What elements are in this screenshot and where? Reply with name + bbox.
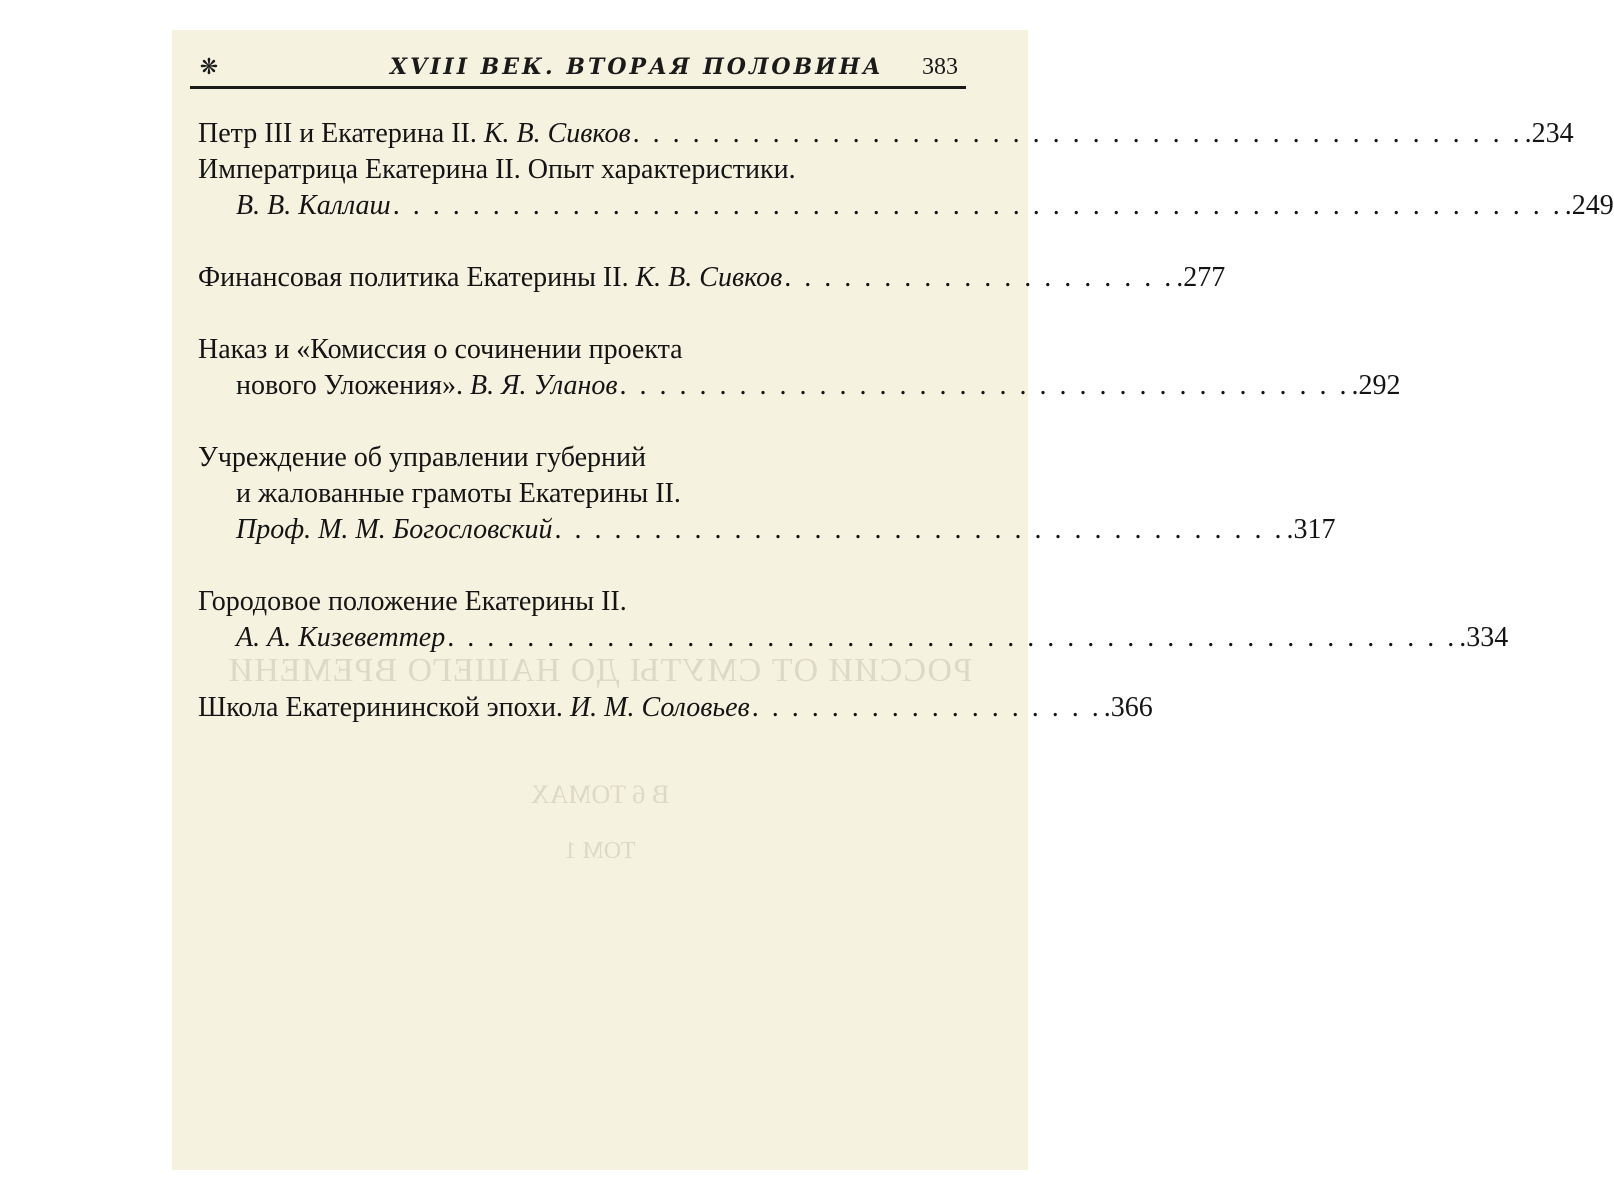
toc-entry xyxy=(198,116,1574,152)
running-header xyxy=(190,52,966,86)
toc-page-number: .317 xyxy=(1286,514,1336,545)
toc-page-number: .249 xyxy=(1564,190,1614,221)
leader-dots: . . . . . . . . . . . . . . . . . . . . . . . . . . . . . . . . . . . . . . . . . . . . . . . . . . . xyxy=(447,622,1458,653)
toc-author: В. В. Каллаш xyxy=(236,190,391,221)
leader-dots: . . . . . . . . . . . . . . . . . . . . xyxy=(784,262,1175,293)
toc-author: К. В. Сивков xyxy=(635,262,783,293)
toc-title: Финансовая политика Екатерины II. xyxy=(198,262,629,293)
toc-author: К. В. Сивков xyxy=(483,118,631,149)
toc-entry xyxy=(236,188,1614,224)
leader-dots: . . . . . . . . . . . . . . . . . . . . . . . . . . . . . . . . . . . . . . . . . . . . . xyxy=(632,118,1523,149)
toc-page-number: .292 xyxy=(1351,370,1401,401)
leader-dots: . . . . . . . . . . . . . . . . . . . . . . . . . . . . . . . . . . . . . . . . . . . . . . . . . . . . . . . . . . . xyxy=(392,190,1563,221)
toc-page-number: .234 xyxy=(1524,118,1574,149)
toc-entry xyxy=(236,620,1509,656)
toc-title: Школа Екатерининской эпохи. xyxy=(198,692,563,723)
page-number: 383 xyxy=(922,54,958,80)
toc-author: А. А. Кизеветтер xyxy=(236,622,446,653)
toc-title: Учреждение об управлении губерний xyxy=(198,442,646,473)
book-page xyxy=(172,30,1614,1170)
show-through-line: РОССИИ ОТ СМУТЫ ДО НАШЕГО ВРЕМЕНИ xyxy=(227,652,973,689)
toc-author: Проф. М. М. Богословский xyxy=(236,514,553,545)
toc-title-continued: и жалованные грамоты Екатерины II. xyxy=(236,478,681,509)
header-rule xyxy=(190,86,966,89)
running-title: XVIII ВЕК. ВТОРАЯ ПОЛОВИНА xyxy=(390,54,884,80)
toc-entry xyxy=(236,368,1401,404)
toc-title-continued: нового Уложения». xyxy=(236,370,463,401)
leader-dots: . . . . . . . . . . . . . . . . . . . . . . . . . . . . . . . . . . . . . xyxy=(619,370,1350,401)
toc-title: Петр III и Екатерина II. xyxy=(198,118,477,149)
toc-entry xyxy=(236,512,1336,548)
ornament-icon: ❋ xyxy=(199,55,219,80)
show-through-line: ТОМ 1 xyxy=(564,838,636,864)
toc-page-number: .366 xyxy=(1103,692,1153,723)
toc-title: Наказ и «Комиссия о сочинении проекта xyxy=(198,334,683,365)
toc-entry xyxy=(198,260,1226,296)
toc-page-number: .277 xyxy=(1176,262,1226,293)
leader-dots: . . . . . . . . . . . . . . . . . . . . . . . . . . . . . . . . . . . . . xyxy=(554,514,1285,545)
toc-author: В. Я. Уланов xyxy=(470,370,618,401)
toc-title: Императрица Екатерина II. Опыт характеристики. xyxy=(198,154,796,185)
toc-author: И. М. Соловьев xyxy=(569,692,750,723)
toc-entry xyxy=(198,690,1153,726)
show-through-line: В 6 ТОМАХ xyxy=(530,780,670,809)
leader-dots: . . . . . . . . . . . . . . . . . . xyxy=(751,692,1102,723)
toc-title: Городовое положение Екатерины II. xyxy=(198,586,627,617)
toc-page-number: .334 xyxy=(1459,622,1509,653)
